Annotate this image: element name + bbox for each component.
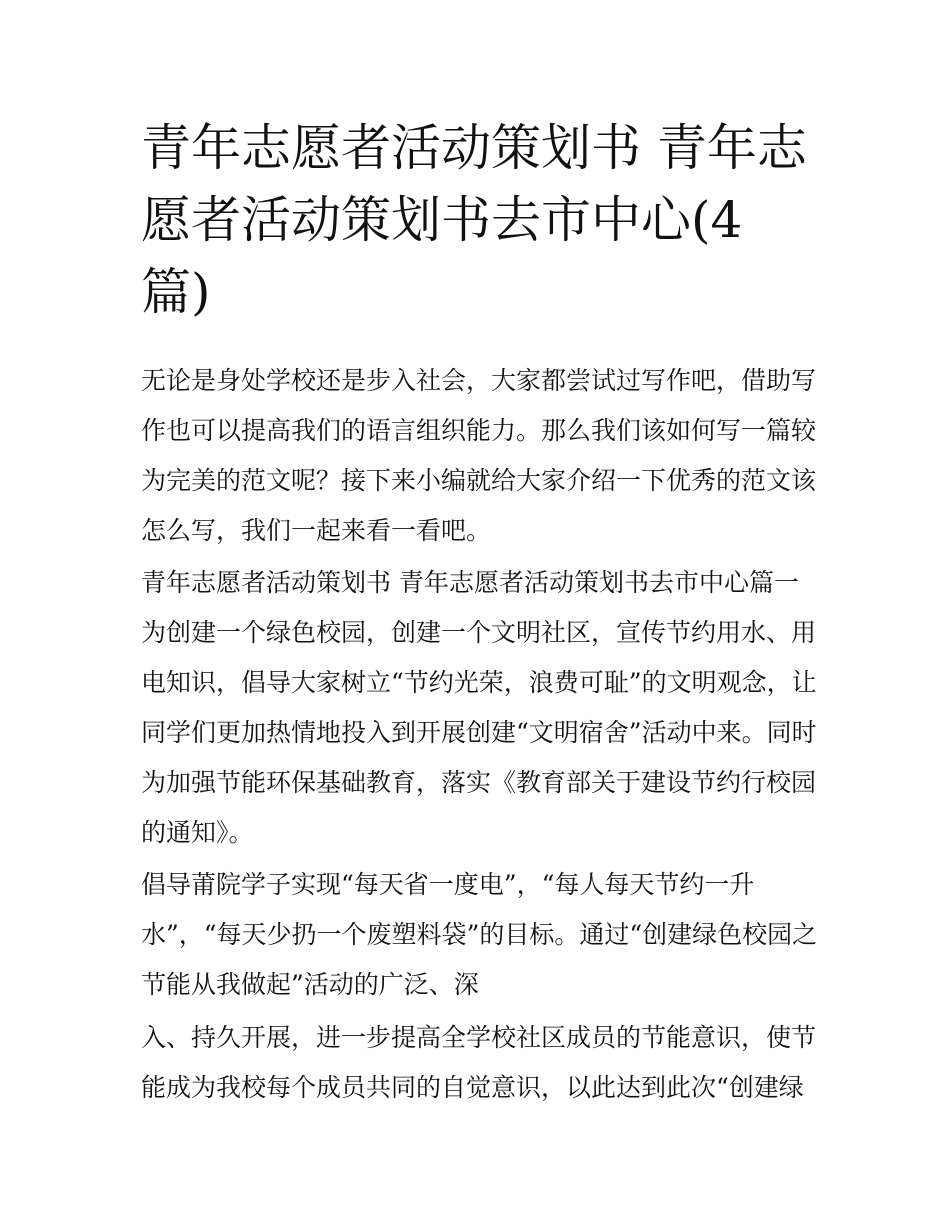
paragraph-line: 为创建一个绿色校园，创建一个文明社区，宣传节约用水、用 xyxy=(141,618,817,647)
paragraph-line: 能成为我校每个成员共同的自觉意识，以此达到此次“创建绿 xyxy=(141,1073,804,1102)
document-title xyxy=(141,112,831,328)
paragraph-line: 同学们更加热情地投入到开展创建“文明宿舍”活动中来。同时 xyxy=(141,718,817,747)
paragraph-line: 入、持久开展，进一步提高全学校社区成员的节能意识，使节 xyxy=(141,1023,817,1052)
title-line: 篇) xyxy=(141,263,211,321)
paragraph-line: 倡导莆院学子实现“每天省一度电”，“每人每天节约一升 xyxy=(141,870,755,899)
paragraph-line: 青年志愿者活动策划书 青年志愿者活动策划书去市中心篇一 xyxy=(141,568,799,597)
paragraph-line: 的通知》。 xyxy=(141,818,254,847)
paragraph-line: 作也可以提高我们的语言组织能力。那么我们该如何写一篇较 xyxy=(141,416,817,445)
body-paragraph xyxy=(141,558,821,858)
paragraph-line: 无论是身处学校还是步入社会，大家都尝试过写作吧，借助写 xyxy=(141,366,817,395)
title-line: 愿者活动策划书去市中心(4 xyxy=(141,191,743,249)
body-paragraph xyxy=(141,860,821,1010)
title-line: 青年志愿者活动策划书 青年志 xyxy=(141,119,807,177)
paragraph-line: 节能从我做起”活动的广泛、深 xyxy=(141,970,479,999)
paragraph-line: 为加强节能环保基础教育，落实《教育部关于建设节约行校园 xyxy=(141,768,817,797)
body-paragraph xyxy=(141,1013,821,1113)
intro-paragraph xyxy=(141,356,821,556)
paragraph-line: 怎么写，我们一起来看一看吧。 xyxy=(141,516,492,545)
paragraph-line: 为完美的范文呢？接下来小编就给大家介绍一下优秀的范文该 xyxy=(141,466,817,495)
paragraph-line: 水”，“每天少扔一个废塑料袋”的目标。通过“创建绿色校园之 xyxy=(141,920,818,949)
paragraph-line: 电知识，倡导大家树立“节约光荣，浪费可耻”的文明观念，让 xyxy=(141,668,817,697)
